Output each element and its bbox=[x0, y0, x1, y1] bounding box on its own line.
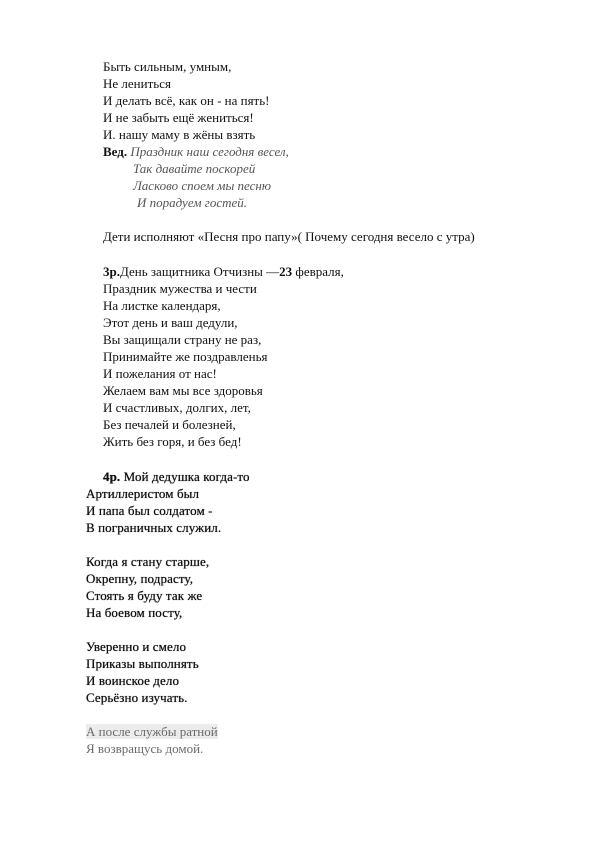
poem-line: Уверенно и смело bbox=[86, 639, 187, 654]
poem-line: Когда я стану старше, bbox=[86, 554, 210, 569]
speaker-label: Вед. bbox=[103, 144, 128, 159]
ved-block-first bbox=[103, 143, 289, 160]
poem-line: Не лениться bbox=[103, 76, 171, 91]
poem-line: Артиллеристом был bbox=[86, 486, 200, 501]
poem-line: И. нашу маму в жёны взять bbox=[103, 127, 256, 142]
ved-line: И порадуем гостей. bbox=[137, 195, 248, 210]
ved-line: Так давайте поскорей bbox=[133, 161, 256, 176]
poem-line: И пожелания от нас! bbox=[103, 366, 217, 381]
poem-line: Желаем вам мы все здоровья bbox=[103, 383, 263, 398]
poem-line: Серьёзно изучать. bbox=[86, 690, 188, 705]
date-rest: февраля, bbox=[292, 264, 344, 279]
closing-text: А после службы ратной bbox=[86, 724, 218, 739]
poem-line: Вы защищали страну не раз, bbox=[103, 332, 262, 347]
poem-line: И папа был солдатом - bbox=[86, 503, 213, 518]
poem-line: На боевом посту, bbox=[86, 605, 183, 620]
ved-line: Праздник наш сегодня весел, bbox=[130, 144, 289, 159]
date-number: 23 bbox=[279, 264, 293, 279]
closing-line: Я возвращусь домой. bbox=[86, 741, 204, 756]
poem-line: Жить без горя, и без бед! bbox=[103, 434, 242, 449]
poem-line: На листке календаря, bbox=[103, 298, 221, 313]
poem-line: Стоять я буду так же bbox=[86, 588, 203, 603]
poem-line: Без печалей и болезней, bbox=[103, 417, 236, 432]
r4-text: Мой дедушка когда-то bbox=[120, 469, 250, 484]
r3-text: День защитника Отчизны — bbox=[119, 264, 280, 279]
stage-direction: Дети исполняют «Песня про папу»( Почему сегодня весело с утра) bbox=[103, 229, 475, 244]
reader-number: 4р. bbox=[103, 469, 121, 484]
r4-first-line bbox=[103, 468, 250, 485]
poem-line: И делать всё, как он - на пять! bbox=[103, 93, 270, 108]
reader-number: 3р. bbox=[103, 264, 120, 279]
poem-line: В пограничных служил. bbox=[86, 520, 222, 535]
poem-line: Принимайте же поздравленья bbox=[103, 349, 268, 364]
closing-line bbox=[86, 723, 218, 740]
ved-line: Ласково споем мы песню bbox=[133, 178, 271, 193]
poem-line: Этот день и ваш дедули, bbox=[103, 315, 238, 330]
poem-line: Окрепну, подрасту, bbox=[86, 571, 194, 586]
poem-line: И счастливых, долгих, лет, bbox=[103, 400, 251, 415]
poem-line: И воинское дело bbox=[86, 673, 180, 688]
poem-line: Праздник мужества и чести bbox=[103, 281, 257, 296]
r3-first-line bbox=[103, 263, 344, 280]
poem-line: Приказы выполнять bbox=[86, 656, 199, 671]
poem-line: И не забыть ещё жениться! bbox=[103, 110, 254, 125]
poem-line: Быть сильным, умным, bbox=[103, 59, 232, 74]
